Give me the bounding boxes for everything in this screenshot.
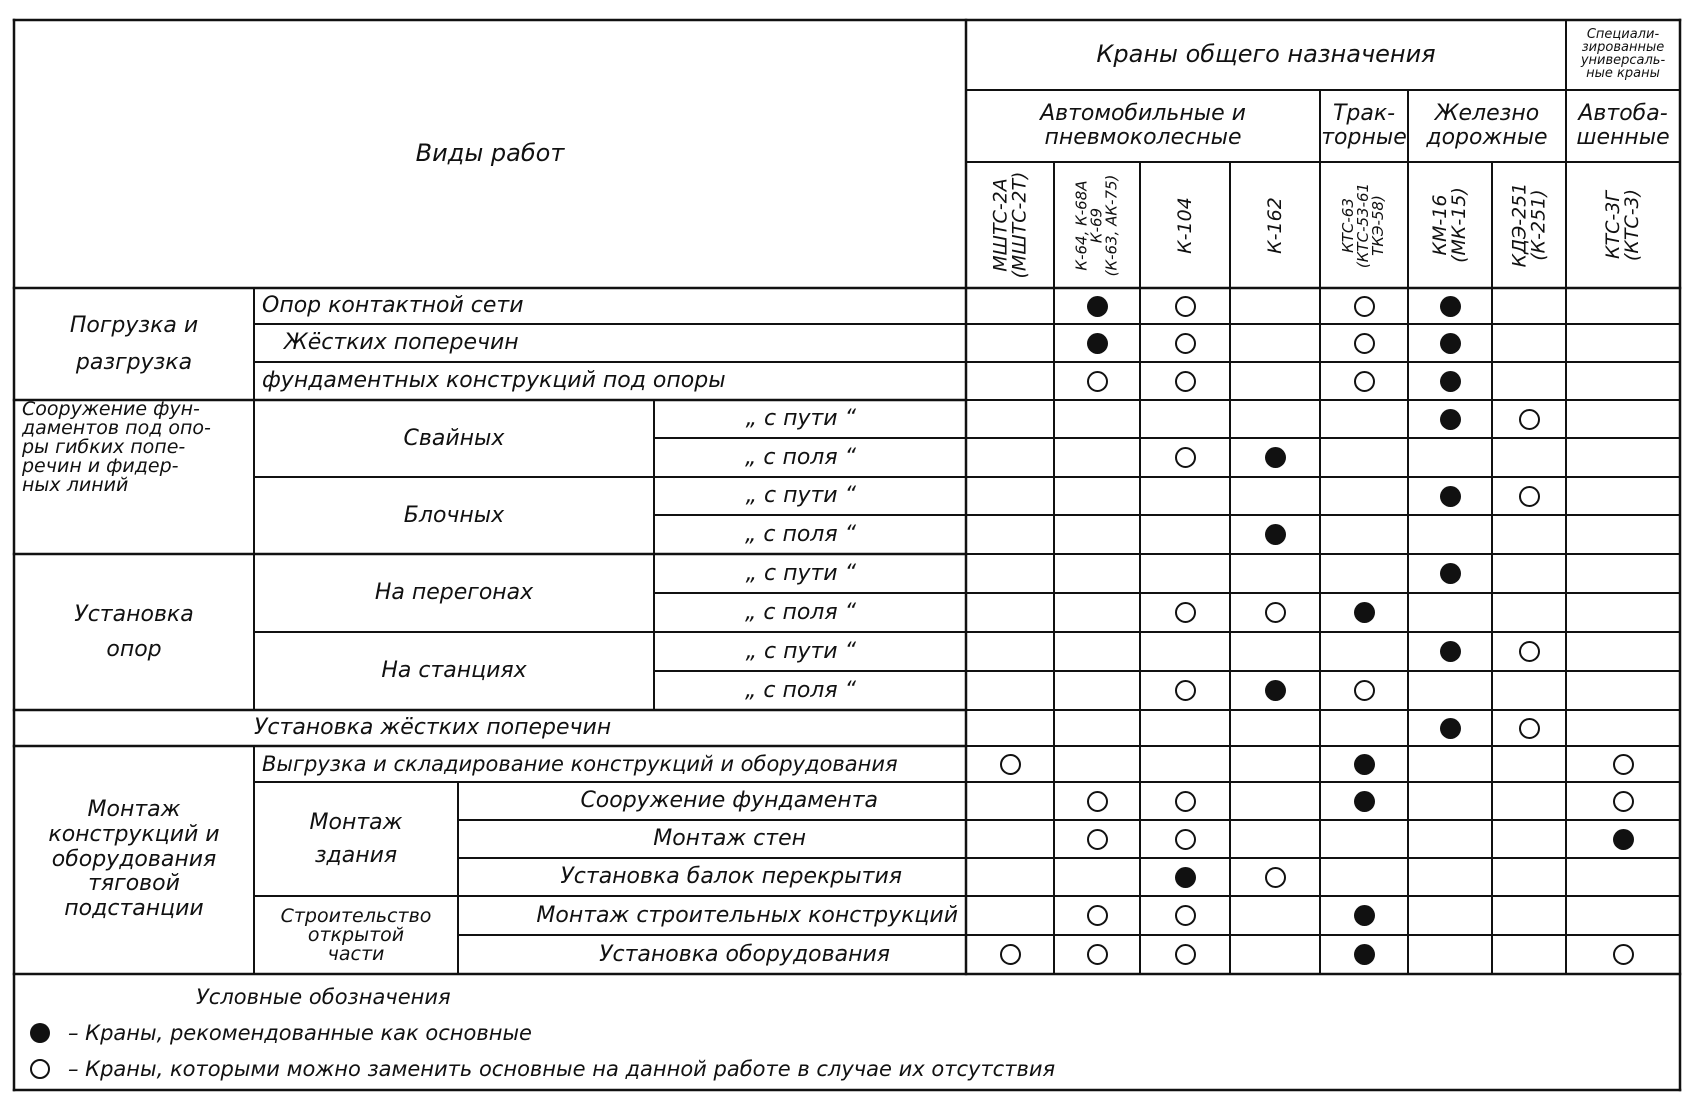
column-header-label: КТС-3Г (КТС-3) <box>1601 188 1643 262</box>
section-mounting-line: подстанции <box>64 895 204 921</box>
empty-circle-icon <box>30 1059 50 1079</box>
subsection-building-mount <box>254 782 458 896</box>
group-auto-header <box>966 90 1320 162</box>
filled-dot-icon <box>1440 641 1461 662</box>
group-auto-line: пневмоколесные <box>1044 125 1242 150</box>
filled-dot-icon <box>1440 563 1461 584</box>
column-header-label: К-162 <box>1263 196 1286 254</box>
filled-dot-icon <box>1265 680 1286 701</box>
legend-filled-text: – Краны, рекомендованные как основные <box>68 1020 532 1045</box>
special-cranes-header <box>1566 18 1680 90</box>
column-header-label: КМ-16 (МК-15) <box>1429 187 1470 263</box>
row-label: „ с поля “ <box>744 521 856 547</box>
subsection-open-part <box>254 896 458 974</box>
row-label: „ с поля “ <box>744 444 856 470</box>
row-label: Выгрузка и складирование конструкций и оборудования <box>262 751 898 776</box>
empty-circle-icon <box>1613 754 1634 775</box>
section-loading <box>14 288 254 400</box>
group-tractor-line: Трак- <box>1332 101 1396 127</box>
empty-circle-icon <box>1087 371 1108 392</box>
row-label: фундаментных конструкций под опоры <box>262 368 726 394</box>
row-label: „ с поля “ <box>744 677 856 703</box>
subsection-blocks: Блочных <box>403 502 505 528</box>
empty-circle-icon <box>1087 829 1108 850</box>
section-supports-line: опор <box>106 637 162 662</box>
column-header-label: КДЭ-251 (К-251) <box>1508 182 1550 268</box>
empty-circle-icon <box>1175 829 1196 850</box>
section-foundations-line: ных линий <box>22 474 129 496</box>
group-auto-line: Автомобильные и <box>1040 101 1246 127</box>
empty-circle-icon <box>1175 447 1196 468</box>
row-label: Жёстких поперечин <box>284 330 519 356</box>
filled-dot-icon <box>1440 486 1461 507</box>
row-label: Установка оборудования <box>599 941 890 967</box>
empty-circle-icon <box>1175 680 1196 701</box>
group-tractor-header <box>1320 90 1408 162</box>
empty-circle-icon <box>1265 867 1286 888</box>
empty-circle-icon <box>1519 409 1540 430</box>
empty-circle-icon <box>1087 944 1108 965</box>
subsection-on-hauls: На перегонах <box>374 580 534 606</box>
section-foundations-line: ры гибких попе- <box>22 436 186 458</box>
empty-circle-icon <box>1175 333 1196 354</box>
subsection-open-part-line: Строительство <box>280 904 432 927</box>
column-header-label: К-64, К-68А К-69 (К-63, АК-75) <box>1072 174 1121 276</box>
section-mounting <box>14 746 254 974</box>
row-label: „ с пути “ <box>745 638 856 664</box>
filled-dot-icon <box>1354 602 1375 623</box>
empty-circle-icon <box>1265 602 1286 623</box>
group-rail-header <box>1408 90 1566 162</box>
row-label: Монтаж строительных конструкций <box>536 902 958 928</box>
section-loading-line: разгрузка <box>75 350 193 375</box>
row-label: Сооружение фундамента <box>580 788 878 814</box>
legend-empty <box>30 1054 1670 1084</box>
column-header-label: К-104 <box>1173 196 1196 254</box>
row-label: „ с пути “ <box>745 406 856 432</box>
legend-filled <box>30 1018 1030 1048</box>
section-supports-line: Установка <box>74 601 194 627</box>
legend-empty-text: – Краны, которыми можно заменить основные на данной работе в случае их отсутствия <box>68 1056 1056 1081</box>
filled-dot-icon <box>1087 296 1108 317</box>
subsection-building-mount-line: здания <box>314 843 398 868</box>
column-header-label: КТС-63 (КТС-53-61 ТКЭ-58) <box>1339 182 1388 268</box>
special-cranes-line: ные краны <box>1586 66 1660 81</box>
filled-dot-icon <box>1440 371 1461 392</box>
column-header-label: МШТС-2А (МШТС-2Т) <box>989 171 1030 279</box>
filled-dot-icon <box>30 1023 50 1043</box>
section-supports <box>14 554 254 710</box>
filled-dot-icon <box>1354 905 1375 926</box>
filled-dot-icon <box>1087 333 1108 354</box>
column-header <box>1054 162 1140 288</box>
empty-circle-icon <box>1087 905 1108 926</box>
subsection-open-part-line: части <box>327 942 385 965</box>
section-mounting-line: Монтаж <box>87 797 181 823</box>
empty-circle-icon <box>1175 944 1196 965</box>
row-label: Монтаж стен <box>653 826 806 852</box>
section-foundations <box>22 400 254 554</box>
filled-dot-icon <box>1440 333 1461 354</box>
filled-dot-icon <box>1354 791 1375 812</box>
empty-circle-icon <box>1519 641 1540 662</box>
legend-title: Условные обозначения <box>196 984 451 1009</box>
subsection-open-part-line: открытой <box>307 923 405 946</box>
filled-dot-icon <box>1440 296 1461 317</box>
column-header <box>1140 162 1230 288</box>
group-tower-header <box>1566 90 1680 162</box>
row-label: Опор контактной сети <box>262 293 524 319</box>
filled-dot-icon <box>1175 867 1196 888</box>
section-mounting-line: конструкций и <box>48 822 220 848</box>
empty-circle-icon <box>1519 718 1540 739</box>
filled-dot-icon <box>1440 409 1461 430</box>
column-header <box>1408 162 1492 288</box>
empty-circle-icon <box>1175 371 1196 392</box>
empty-circle-icon <box>1519 486 1540 507</box>
group-rail-line: Железно <box>1434 101 1540 127</box>
filled-dot-icon <box>1265 524 1286 545</box>
row-label: „ с поля “ <box>744 599 856 625</box>
empty-circle-icon <box>1087 791 1108 812</box>
empty-circle-icon <box>1613 791 1634 812</box>
general-cranes-header: Краны общего назначения <box>1096 40 1436 69</box>
section-foundations-line: Сооружение фун- <box>22 398 200 420</box>
empty-circle-icon <box>1000 944 1021 965</box>
empty-circle-icon <box>1354 371 1375 392</box>
filled-dot-icon <box>1354 944 1375 965</box>
section-foundations-line: речин и фидер- <box>22 455 179 477</box>
empty-circle-icon <box>1613 944 1634 965</box>
empty-circle-icon <box>1000 754 1021 775</box>
section-mounting-line: оборудования <box>51 846 217 872</box>
special-cranes-line: Специали- <box>1586 27 1660 42</box>
group-tower-line: Автоба- <box>1578 101 1668 127</box>
group-tractor-line: торные <box>1321 125 1407 150</box>
section-mounting-line: тяговой <box>88 871 180 897</box>
row-label: „ с пути “ <box>745 483 856 509</box>
group-rail-line: дорожные <box>1426 125 1548 150</box>
filled-dot-icon <box>1265 447 1286 468</box>
special-cranes-line: зированные <box>1581 40 1665 55</box>
column-header <box>1320 162 1408 288</box>
filled-dot-icon <box>1440 718 1461 739</box>
subsection-building-mount-line: Монтаж <box>309 810 403 835</box>
work-types-header: Виды работ <box>415 139 565 168</box>
empty-circle-icon <box>1354 680 1375 701</box>
column-header <box>966 162 1054 288</box>
empty-circle-icon <box>1175 296 1196 317</box>
filled-dot-icon <box>1613 829 1634 850</box>
section-loading-line: Погрузка и <box>69 312 199 338</box>
row-label: „ с пути “ <box>745 560 856 586</box>
section-foundations-line: даментов под опо- <box>22 417 211 439</box>
empty-circle-icon <box>1175 905 1196 926</box>
empty-circle-icon <box>1354 333 1375 354</box>
empty-circle-icon <box>1175 791 1196 812</box>
column-header <box>1566 162 1680 288</box>
row-label: Установка жёстких поперечин <box>254 715 612 741</box>
column-header <box>1492 162 1566 288</box>
empty-circle-icon <box>1175 602 1196 623</box>
empty-circle-icon <box>1354 296 1375 317</box>
row-label: Установка балок перекрытия <box>560 864 902 890</box>
group-tower-line: шенные <box>1576 125 1670 150</box>
filled-dot-icon <box>1354 754 1375 775</box>
subsection-piles: Свайных <box>403 425 505 451</box>
special-cranes-line: универсаль- <box>1580 53 1666 68</box>
subsection-at-stations: На станциях <box>381 658 527 684</box>
column-header <box>1230 162 1320 288</box>
